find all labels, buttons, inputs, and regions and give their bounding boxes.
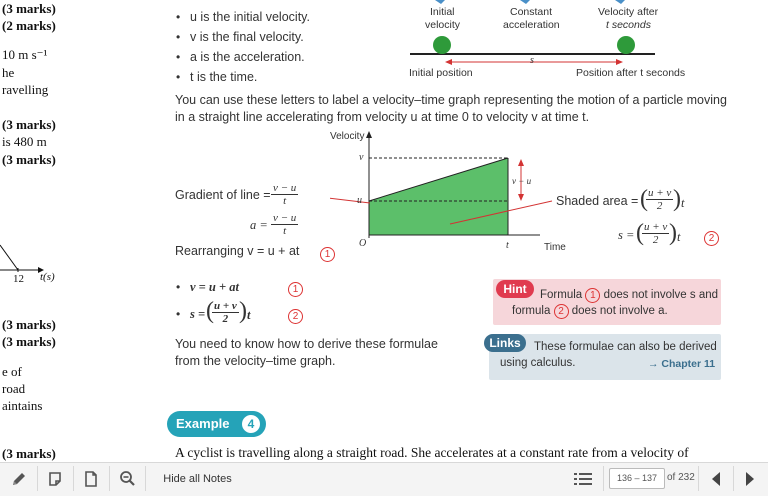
fraction-num: u + v xyxy=(214,300,237,312)
left-margin-strip xyxy=(0,0,60,462)
v-tick-label: v xyxy=(359,152,364,163)
s-fraction-bullet xyxy=(212,300,239,325)
page-total: of 232 xyxy=(667,472,695,483)
gradient-label: Gradient of line = xyxy=(175,188,271,202)
velocity-time-graph xyxy=(330,128,590,258)
zoom-out-icon[interactable] xyxy=(112,462,142,495)
bullet-a: a is the acceleration. xyxy=(190,50,305,64)
paren-open: ( xyxy=(636,220,644,246)
fraction-den: 2 xyxy=(652,234,659,246)
initial-position-label: Initial position xyxy=(409,67,473,79)
links-tag: Links xyxy=(484,334,526,352)
t-tick-label: t xyxy=(506,240,509,251)
margin-tick: 12 xyxy=(13,273,24,285)
margin-text: (3 marks) xyxy=(2,152,56,167)
toolbar-divider xyxy=(109,466,110,491)
margin-text: (3 marks) xyxy=(2,334,56,349)
s-eq-label: s = xyxy=(618,228,635,242)
formula-s-eq: s = xyxy=(190,307,206,321)
formula-marker-2: 2 xyxy=(288,306,303,324)
paren-close: ) xyxy=(669,220,677,246)
gradient-fraction xyxy=(271,182,298,207)
rearranging-text: Rearranging v = u + at xyxy=(175,244,300,258)
shaded-t: t xyxy=(681,196,685,210)
margin-text: (3 marks) xyxy=(2,117,56,132)
margin-text: (3 marks) xyxy=(2,446,56,461)
paren-open: ( xyxy=(206,298,214,324)
margin-text: (3 marks) xyxy=(2,317,56,332)
fraction-num: v − u xyxy=(273,182,297,194)
paragraph-line: You need to know how to derive these formulae xyxy=(175,337,438,351)
shaded-fraction xyxy=(646,187,673,212)
paren-open: ( xyxy=(640,186,648,212)
v-minus-u-label: v − u xyxy=(512,176,532,186)
paren-close: ) xyxy=(239,298,247,324)
example-label: Example xyxy=(176,416,230,431)
links-line-2: using calculus. xyxy=(500,357,576,369)
origin-label: O xyxy=(359,238,367,249)
fraction-den: t xyxy=(283,195,287,207)
margin-text: is 480 m xyxy=(2,134,47,149)
toolbar-divider xyxy=(73,466,74,491)
velocity-axis-label: Velocity xyxy=(330,131,365,142)
toolbar-divider xyxy=(145,466,146,491)
margin-text: (2 marks) xyxy=(2,18,56,33)
formula-marker-2: 2 xyxy=(554,304,569,319)
diagram-label: t seconds xyxy=(606,19,651,31)
paragraph-line: from the velocity–time graph. xyxy=(175,354,336,368)
s-label: s xyxy=(530,55,534,66)
fraction-num: v − u xyxy=(273,212,297,224)
fraction-den: 2 xyxy=(222,313,229,325)
formula-marker-1: 1 xyxy=(320,244,335,262)
bullet-t: t is the time. xyxy=(190,70,258,84)
chapter-link[interactable]: → Chapter 11 xyxy=(648,358,716,370)
margin-text: 10 m s⁻¹ xyxy=(2,47,48,62)
margin-text: e of xyxy=(2,364,22,379)
hide-notes-button[interactable]: Hide all Notes xyxy=(163,472,232,485)
paren-close: ) xyxy=(673,186,681,212)
fraction-den: t xyxy=(283,225,287,237)
hint-tag: Hint xyxy=(496,280,534,298)
time-axis-label: Time xyxy=(544,242,566,253)
diagram-label: velocity xyxy=(425,19,461,31)
page-icon[interactable] xyxy=(76,462,106,495)
formula-marker-2: 2 xyxy=(704,228,719,246)
hint-line-1: Formula 1 does not involve s and xyxy=(540,289,719,301)
bullet-dot: • xyxy=(176,10,181,24)
margin-text: aintains xyxy=(2,398,43,413)
links-line-1: These formulae can also be derived xyxy=(534,341,717,353)
formula-marker-1: 1 xyxy=(288,279,303,297)
toolbar-divider xyxy=(698,466,699,491)
fraction-den: 2 xyxy=(656,200,663,212)
position-after-label: Position after t seconds xyxy=(576,67,686,79)
margin-text: ravelling xyxy=(2,82,49,97)
diagram-label: Constant xyxy=(510,6,553,18)
bullet-v: v is the final velocity. xyxy=(190,30,304,44)
sticky-note-icon[interactable] xyxy=(40,462,70,495)
toolbar-divider xyxy=(37,466,38,491)
bullet-dot: • xyxy=(176,280,181,294)
s-fraction xyxy=(642,221,669,246)
next-page-icon[interactable] xyxy=(736,462,764,495)
toolbar-divider xyxy=(603,466,604,491)
particle-diagram xyxy=(405,0,665,70)
margin-text: (3 marks) xyxy=(2,1,56,16)
margin-axis-label: t(s) xyxy=(40,271,55,283)
formula-v-uat: v = u + at xyxy=(190,280,239,294)
margin-text: he xyxy=(2,65,15,80)
a-fraction xyxy=(271,212,298,237)
diagram-label: Initial xyxy=(430,6,455,18)
a-eq-label: a = xyxy=(250,218,268,232)
paragraph-line: You can use these letters to label a velocity–time graph representing the motion of a particle moving xyxy=(175,93,727,107)
bullet-dot: • xyxy=(176,307,181,321)
pencil-icon[interactable] xyxy=(4,462,34,495)
bullet-dot: • xyxy=(176,50,181,64)
diagram-label: acceleration xyxy=(503,19,560,31)
bullet-dot: • xyxy=(176,70,181,84)
formula-s-t: t xyxy=(247,308,251,322)
u-tick-label: u xyxy=(357,195,362,206)
example-text: A cyclist is travelling along a straight road. She accelerates at a constant rate from a velocity of xyxy=(175,445,689,460)
margin-text: road xyxy=(2,381,26,396)
previous-page-icon[interactable] xyxy=(702,462,730,495)
hint-line-2: formula 2 does not involve a. xyxy=(512,305,668,317)
s-t: t xyxy=(677,230,681,244)
paragraph-line: in a straight line accelerating from velocity u at time 0 to velocity v at time t. xyxy=(175,110,590,124)
shaded-area-label: Shaded area = xyxy=(556,194,639,208)
list-icon[interactable] xyxy=(565,462,601,495)
example-number: 4 xyxy=(240,413,262,435)
fraction-num: u + v xyxy=(648,187,672,199)
page-number-input[interactable]: 136 – 137 xyxy=(609,468,665,489)
diagram-label: Velocity after xyxy=(598,6,659,18)
toolbar-divider xyxy=(733,466,734,491)
bullet-dot: • xyxy=(176,30,181,44)
fraction-num: u + v xyxy=(644,221,668,233)
formula-marker-1: 1 xyxy=(585,288,600,303)
bullet-u: u is the initial velocity. xyxy=(190,10,310,24)
